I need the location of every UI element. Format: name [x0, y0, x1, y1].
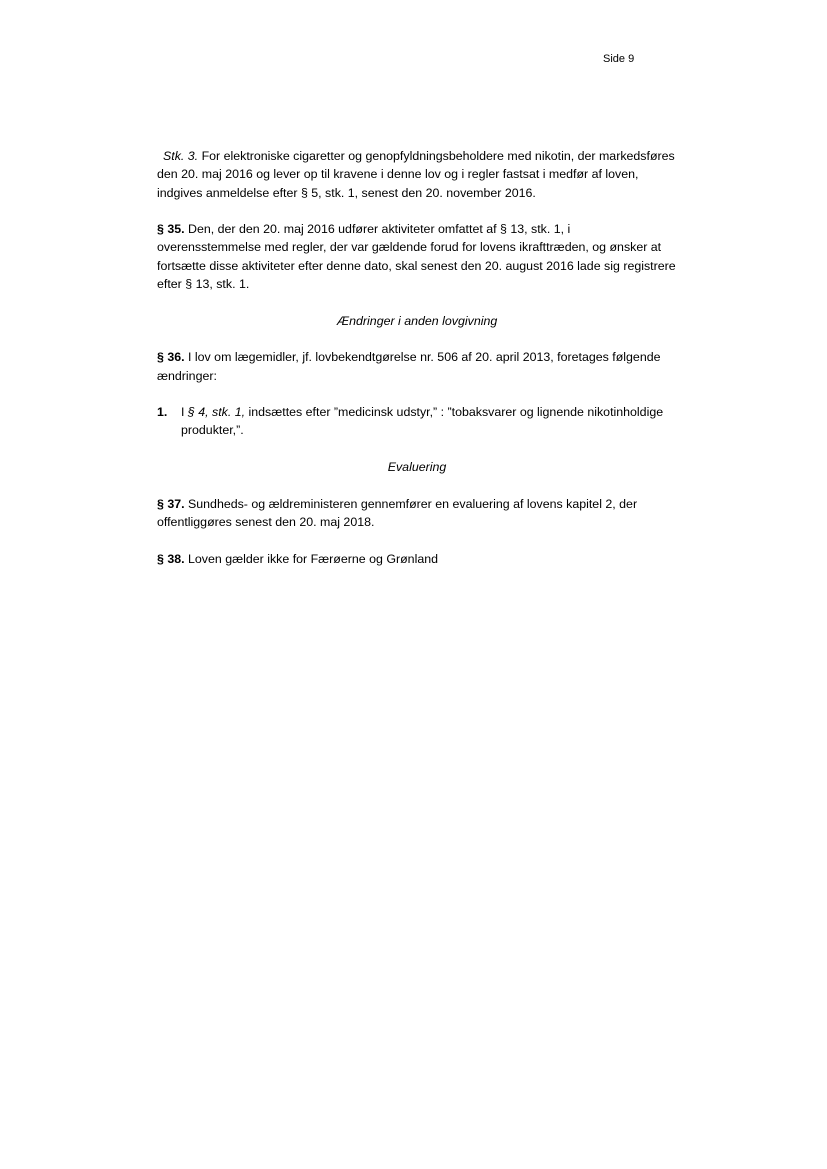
s36-text: I lov om lægemidler, jf. lovbekendtgørelse nr. 506 af 20. april 2013, foretages følgende ændringer: — [157, 350, 661, 383]
page-number: Side 9 — [603, 53, 635, 65]
s35-label: § 35. — [157, 222, 185, 237]
paragraph-s35 — [157, 220, 677, 293]
amendment-text: indsættes efter ”medicinsk udstyr,” : ”tobaksvarer og lignende nikotinholdige produkter,”. — [181, 405, 664, 438]
paragraph-s37 — [157, 495, 677, 532]
s37-label: § 37. — [157, 496, 185, 511]
amendment-reference: § 4, stk. 1, — [187, 405, 246, 420]
s38-text: Loven gælder ikke for Færøerne og Grønland — [184, 551, 438, 566]
amendment-item-1 — [157, 403, 677, 440]
amendment-number: 1. — [157, 405, 168, 420]
stk3-text: For elektroniske cigaretter og genopfyldningsbeholdere med nikotin, der markedsføres den 20. maj 2016 og lever op til kravene i denne lov og i regler fastsat i medfør af loven, indgives anmeldelse efter § 5, stk. 1, senest den 20. november 2016. — [157, 149, 675, 200]
document-body — [157, 147, 677, 568]
stk3-label: Stk. 3. — [163, 149, 199, 163]
paragraph-stk3 — [157, 147, 677, 202]
s35-text: Den, der den 20. maj 2016 udfører aktiviteter omfattet af § 13, stk. 1, i overensstemmelse med regler, der var gældende forud for lovens ikrafttræden, og ønsker at fortsætte disse aktiviteter efter denne dato, skal senest den 20. august 2016 lade sig registrere efter § 13, stk. 1. — [157, 222, 676, 292]
s37-text: Sundheds- og ældreministeren gennemfører en evaluering af lovens kapitel 2, der offentliggøres senest den 20. maj 2018. — [157, 496, 638, 529]
section-heading-evaluation: Evaluering — [387, 460, 447, 475]
paragraph-s38 — [157, 550, 677, 568]
section-heading-amendments: Ændringer i anden lovgivning — [336, 313, 498, 328]
s36-label: § 36. — [157, 350, 185, 365]
amendment-prefix: I — [181, 405, 188, 420]
paragraph-s36 — [157, 348, 677, 385]
s38-label: § 38. — [157, 551, 185, 566]
